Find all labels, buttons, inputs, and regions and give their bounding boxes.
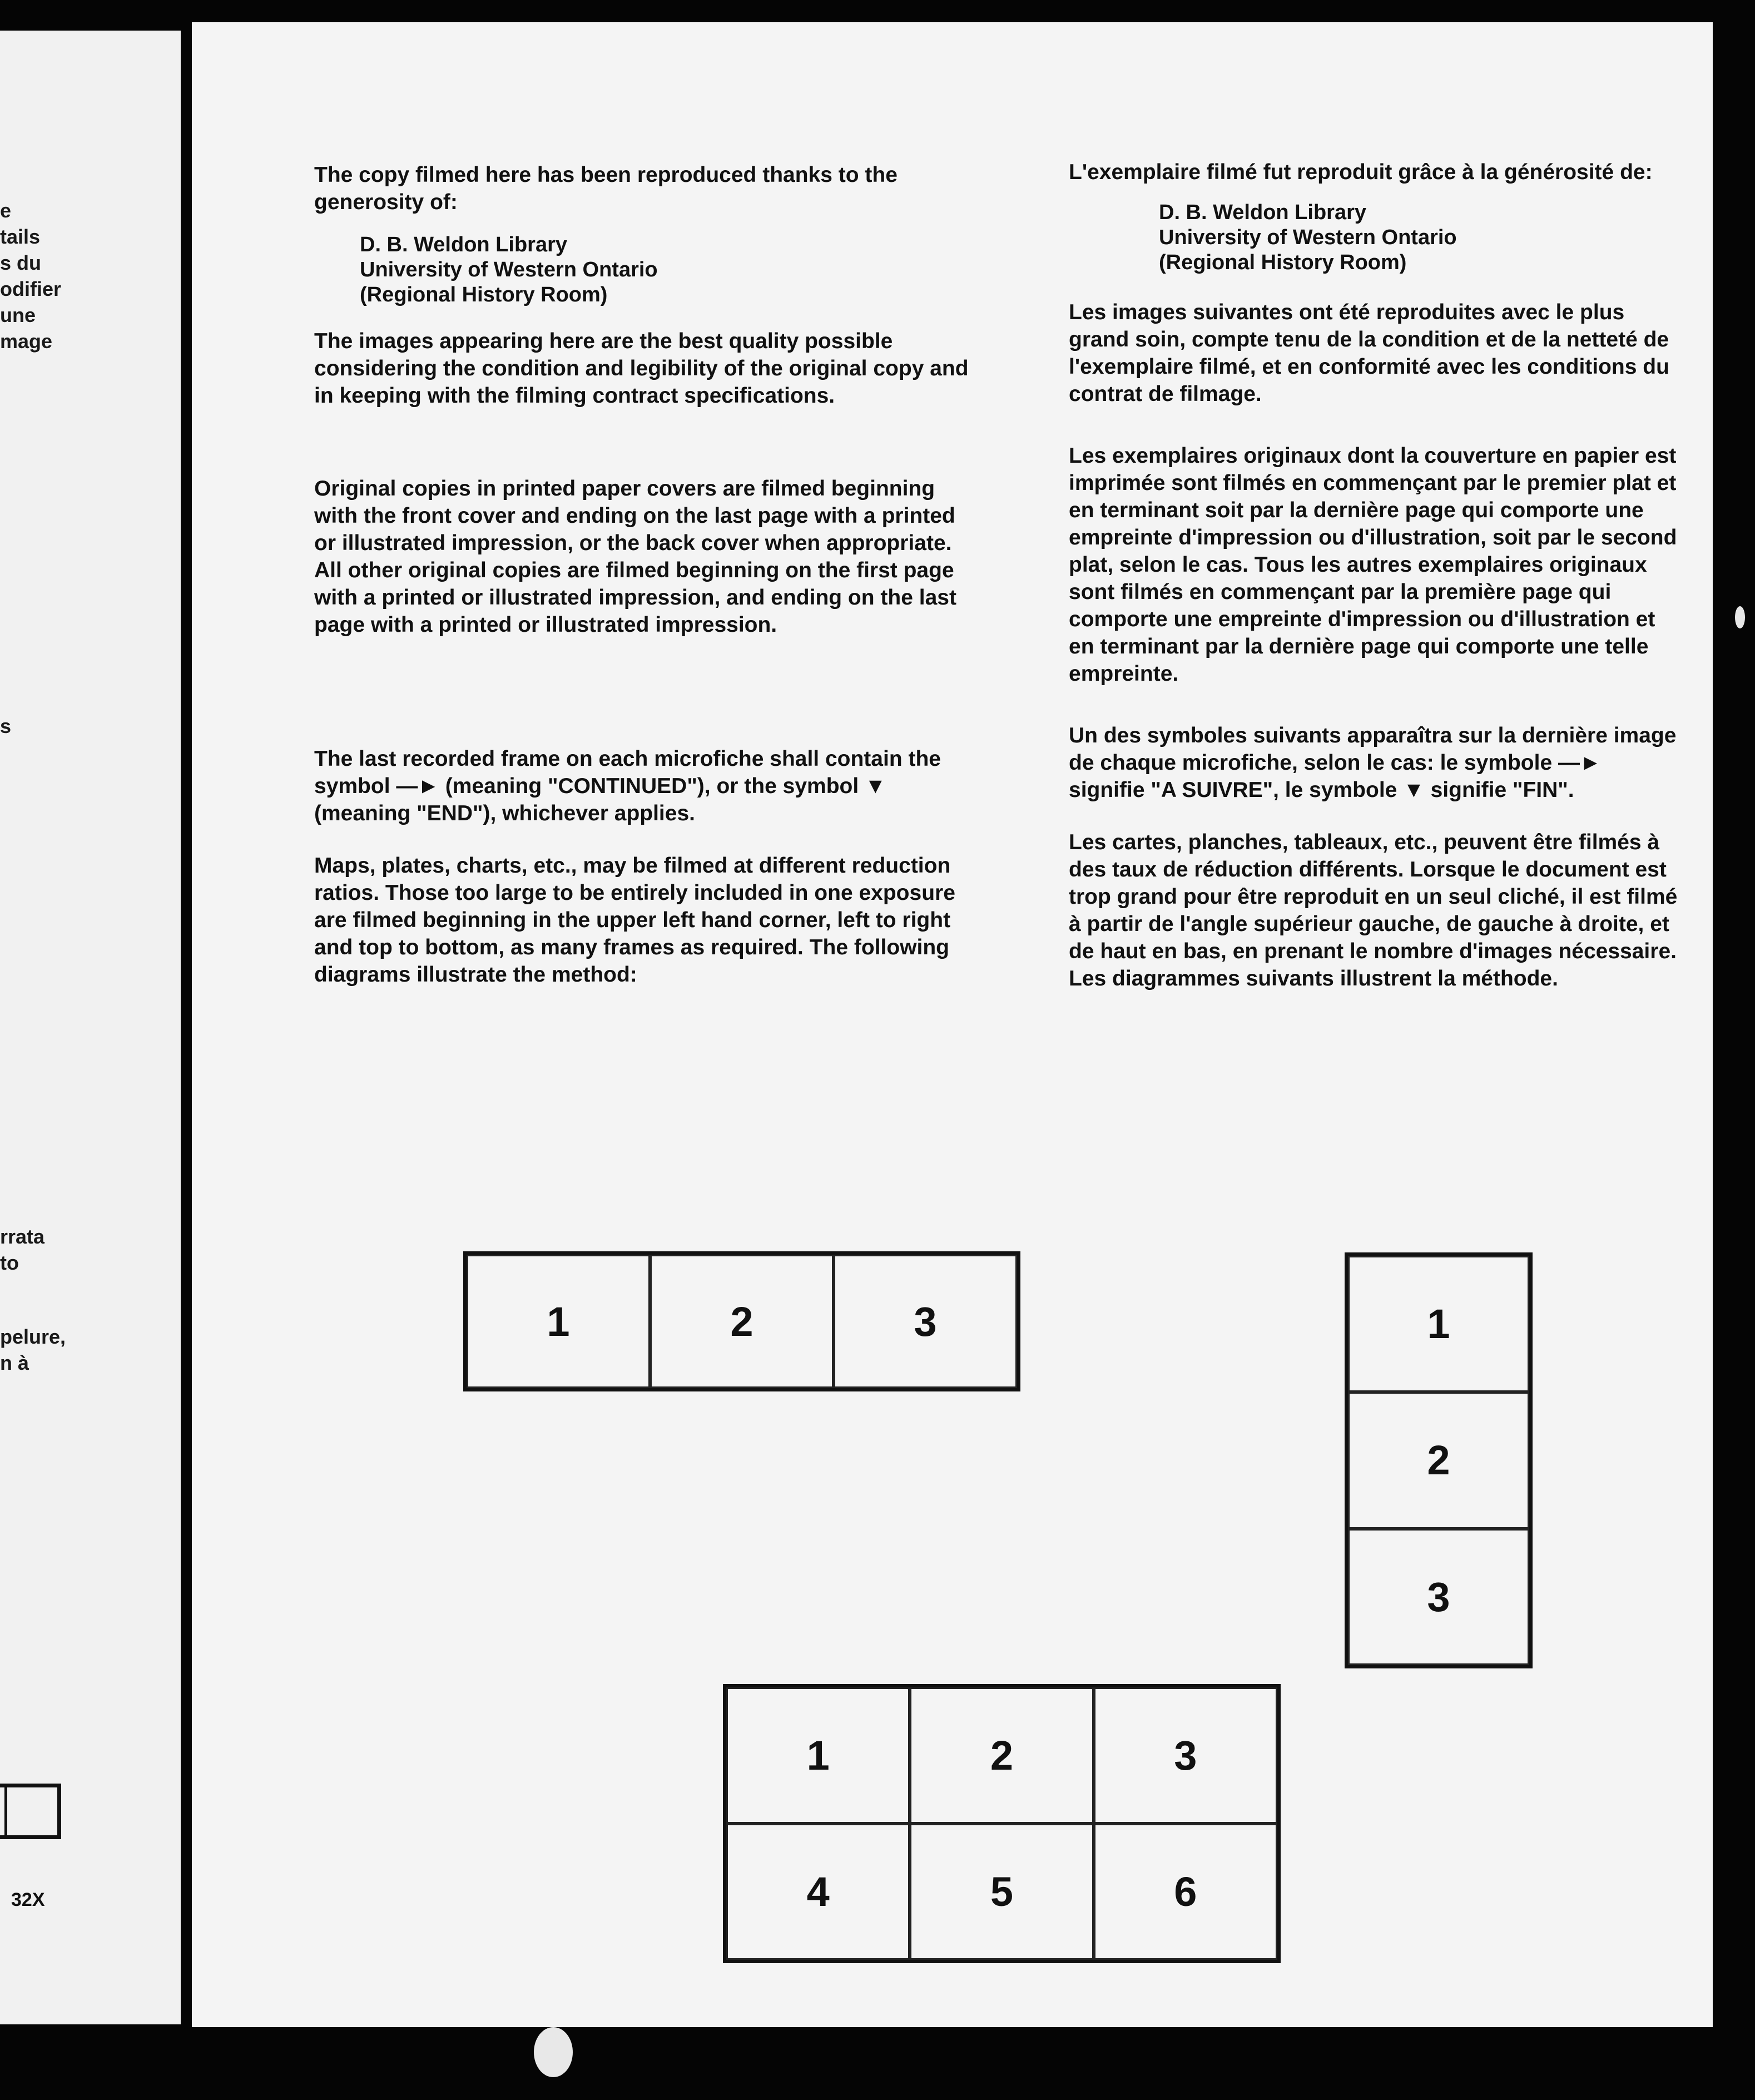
library-room: (Regional History Room) [1159,251,1407,274]
french-library-block [1159,200,1680,275]
reduction-label: 32X [11,1889,45,1910]
english-intro: The copy filmed here has been reproduced thanks to the generosity of: [314,163,898,214]
diagram-cell: 3 [1348,1529,1529,1665]
film-speck [534,2027,573,2077]
diagram-grid [723,1684,1281,1963]
fragment-line: s du [0,251,42,274]
library-room: (Regional History Room) [360,283,608,306]
diagram-cell: 6 [1094,1824,1277,1960]
fragment-line: pelure, [0,1325,66,1348]
diagram-cell: 3 [834,1255,1017,1388]
diagram-cell: 2 [910,1687,1093,1824]
diagram-cell: 1 [726,1687,910,1824]
english-column [314,161,970,988]
fragment-line: odifier [0,278,62,300]
resolution-target-divider [0,1784,7,1839]
diagram-cell: 1 [467,1255,650,1388]
diagram-vertical [1345,1252,1533,1668]
diagram-horizontal [463,1251,1020,1391]
french-column [1069,159,1680,992]
french-paragraph-maps: Les cartes, planches, tableaux, etc., peuvent être filmés à des taux de réduction différents. Lorsque le document est trop grand pour être reproduit en un seul cliché, il est filmé à partir de l'angle supérieur gauche, de gauche à droite, et de haut en bas, en prenant le nombre d'images nécessaire. Les diagrammes suivants illustrent la méthode. [1069,830,1678,990]
english-paragraph-symbols: The last recorded frame on each microfiche shall contain the symbol —► (meaning "CONTINUED"), or the symbol ▼ (meaning "END"), whichever applies. [314,747,941,825]
french-paragraph-symbols: Un des symboles suivants apparaîtra sur la dernière image de chaque microfiche, selon le cas: le symbole —► signifie "A SUIVRE", le symbole ▼ signifie "FIN". [1069,724,1677,802]
english-paragraph-maps: Maps, plates, charts, etc., may be filmed at different reduction ratios. Those too large to be entirely included in one exposure are filmed beginning in the upper left hand corner, left to right and top to bottom, as many frames as required. The following diagrams illustrate the method: [314,854,955,987]
french-paragraph-quality: Les images suivantes ont été reproduites avec le plus grand soin, compte tenu de la condition et de la netteté de l'exemplaire filmé, et en conformité avec les conditions du contrat de filmage. [1069,300,1669,406]
english-paragraph-quality: The images appearing here are the best quality possible considering the condition and legibility of the original copy and in keeping with the filming contract specifications. [314,329,969,408]
diagram-cell: 4 [726,1824,910,1960]
diagram-cell: 2 [650,1255,834,1388]
fragment-line: une [0,304,36,326]
diagram-cell: 3 [1094,1687,1277,1824]
diagram-cell: 5 [910,1824,1093,1960]
english-paragraph-covers: Original copies in printed paper covers are filmed beginning with the front cover and ending on the last page with a printed or illustrated impression, or the back cover when appropriate. All other original copies are filmed beginning on the first page with a printed or illustrated impression, and ending on the last page with a printed or illustrated impression. [314,477,956,637]
french-paragraph-covers: Les exemplaires originaux dont la couverture en papier est imprimée sont filmés en commençant par le premier plat et en terminant soit par la dernière page qui comporte une empreinte d'impression ou d'illustration, soit par le second plat, selon le cas. Tous les autres exemplaires originaux sont filmés en commençant par la première page qui comporte une empreinte d'impression ou d'illustration et en terminant par la dernière page qui comporte une telle empreinte. [1069,444,1677,686]
fragment-line: s [0,715,12,737]
french-intro: L'exemplaire filmé fut reproduit grâce à la générosité de: [1069,160,1653,184]
library-name: D. B. Weldon Library [1159,201,1367,224]
fragment-line: tails [0,225,41,248]
fragment-line: mage [0,330,53,353]
library-university: University of Western Ontario [360,258,658,281]
english-library-block [360,232,970,308]
fragment-line: rrata [0,1225,45,1248]
library-university: University of Western Ontario [1159,226,1457,249]
fragment-line: to [0,1251,19,1274]
left-page-fragment [0,31,181,2024]
fragment-line: n à [0,1351,29,1374]
diagram-cell: 2 [1348,1392,1529,1528]
fragment-line: e [0,199,12,222]
resolution-target-box [0,1784,61,1839]
diagram-cell: 1 [1348,1256,1529,1392]
film-speck [1735,606,1745,628]
library-name: D. B. Weldon Library [360,233,568,256]
main-page [192,22,1713,2027]
